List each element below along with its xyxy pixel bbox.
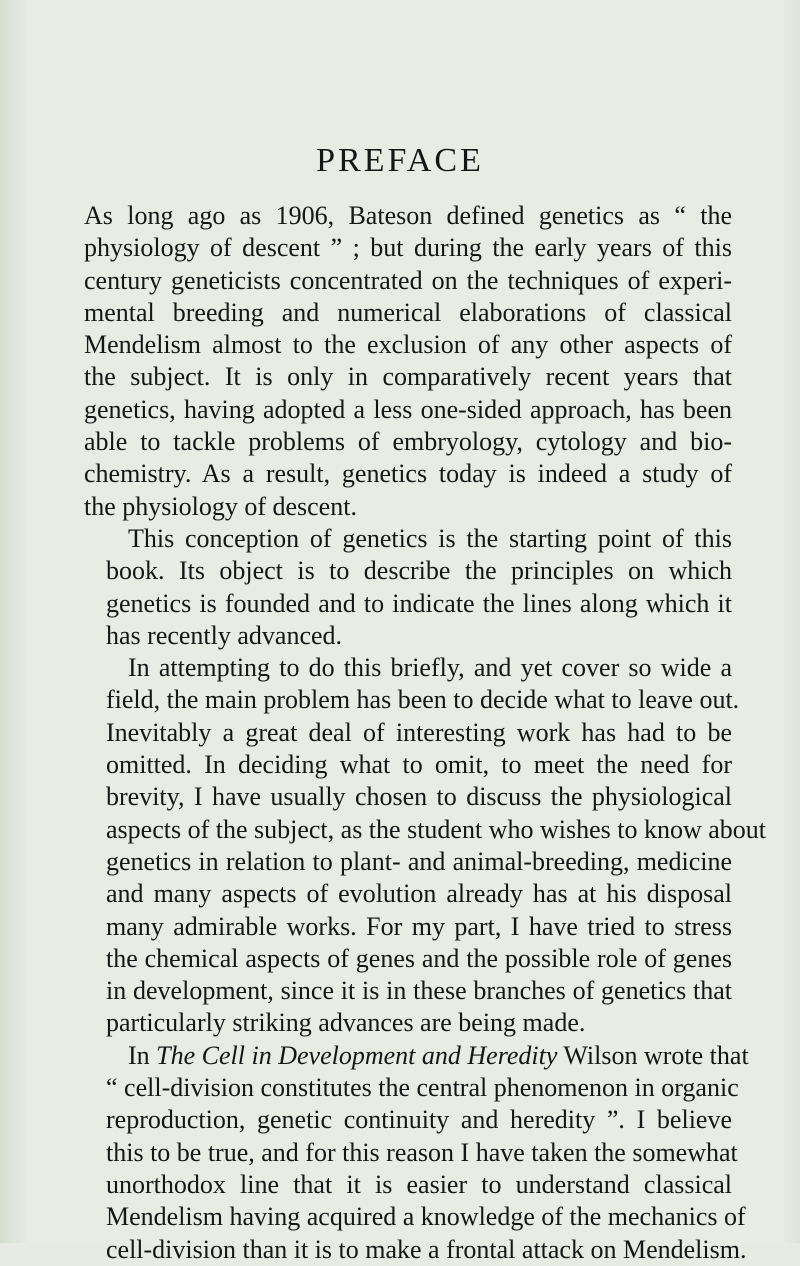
text-line: aspects of the subject, as the student who wishes to know about <box>106 814 766 844</box>
text-line <box>84 1040 749 1072</box>
page-title: PREFACE <box>316 142 484 179</box>
text-line: Mendelism having acquired a knowledge of the mechanics of <box>106 1202 746 1232</box>
text-line: in development, since it is in these branches of genetics that <box>106 976 732 1006</box>
paragraph-4 <box>84 1040 749 1266</box>
text-line: mental breeding and numerical elaborations of classical <box>84 297 732 327</box>
text-line: In attempting to do this briefly, and yet cover so wide a <box>128 653 732 683</box>
text-line: “ cell-division constitutes the central phenomenon in organic <box>106 1073 739 1103</box>
preface-body <box>84 200 766 1266</box>
text-line: genetics in relation to plant- and animal-breeding, medicine <box>106 846 732 876</box>
text-line: has recently advanced. <box>106 620 343 650</box>
text-line: omitted. In deciding what to omit, to meet the need for <box>106 750 732 780</box>
text-line: brevity, I have usually chosen to discuss the physiological <box>106 782 732 812</box>
text-line: genetics is founded and to indicate the lines along which it <box>106 588 732 618</box>
paragraph-3 <box>84 652 766 1040</box>
text-line: century geneticists concentrated on the techniques of experi- <box>84 265 732 295</box>
text-line: As long ago as 1906, Bateson defined genetics as “ the <box>84 201 732 230</box>
text-line: and many aspects of evolution already has at his disposal <box>106 879 732 909</box>
text-line: this to be true, and for this reason I have taken the somewhat <box>106 1137 738 1167</box>
book-title-italic: The Cell in Development and Heredity <box>156 1040 558 1070</box>
line-prefix: In <box>128 1040 157 1070</box>
text-line: particularly striking advances are being made. <box>106 1008 586 1038</box>
text-line: able to tackle problems of embryology, cytology and bio- <box>84 427 732 457</box>
text-line: reproduction, genetic continuity and heredity ”. I believe <box>106 1105 732 1135</box>
text-line: Mendelism almost to the exclusion of any other aspects of <box>84 330 732 360</box>
text-line: book. Its object is to describe the principles on which <box>106 556 732 586</box>
paragraph-1 <box>84 200 732 523</box>
text-line: unorthodox line that it is easier to understand classical <box>106 1169 732 1199</box>
text-line: genetics, having adopted a less one-sided approach, has been <box>84 394 732 424</box>
text-line: many admirable works. For my part, I have tried to stress <box>106 911 732 941</box>
text-line: physiology of descent ” ; but during the early years of this <box>84 233 732 263</box>
text-line: the chemical aspects of genes and the possible role of genes <box>106 943 732 973</box>
text-line: chemistry. As a result, genetics today is indeed a study of <box>84 459 732 489</box>
text-line: cell-division than it is to make a frontal attack on Mendelism. <box>106 1234 747 1264</box>
line-suffix: Wilson wrote that <box>557 1040 749 1070</box>
text-line: This conception of genetics is the starting point of this <box>128 523 732 553</box>
text-line: the physiology of descent. <box>84 491 357 521</box>
paragraph-2 <box>84 523 732 652</box>
text-line: Inevitably a great deal of interesting work has had to be <box>106 717 732 747</box>
text-line: field, the main problem has been to decide what to leave out. <box>106 685 740 715</box>
text-line: the subject. It is only in comparatively recent years that <box>84 362 732 392</box>
